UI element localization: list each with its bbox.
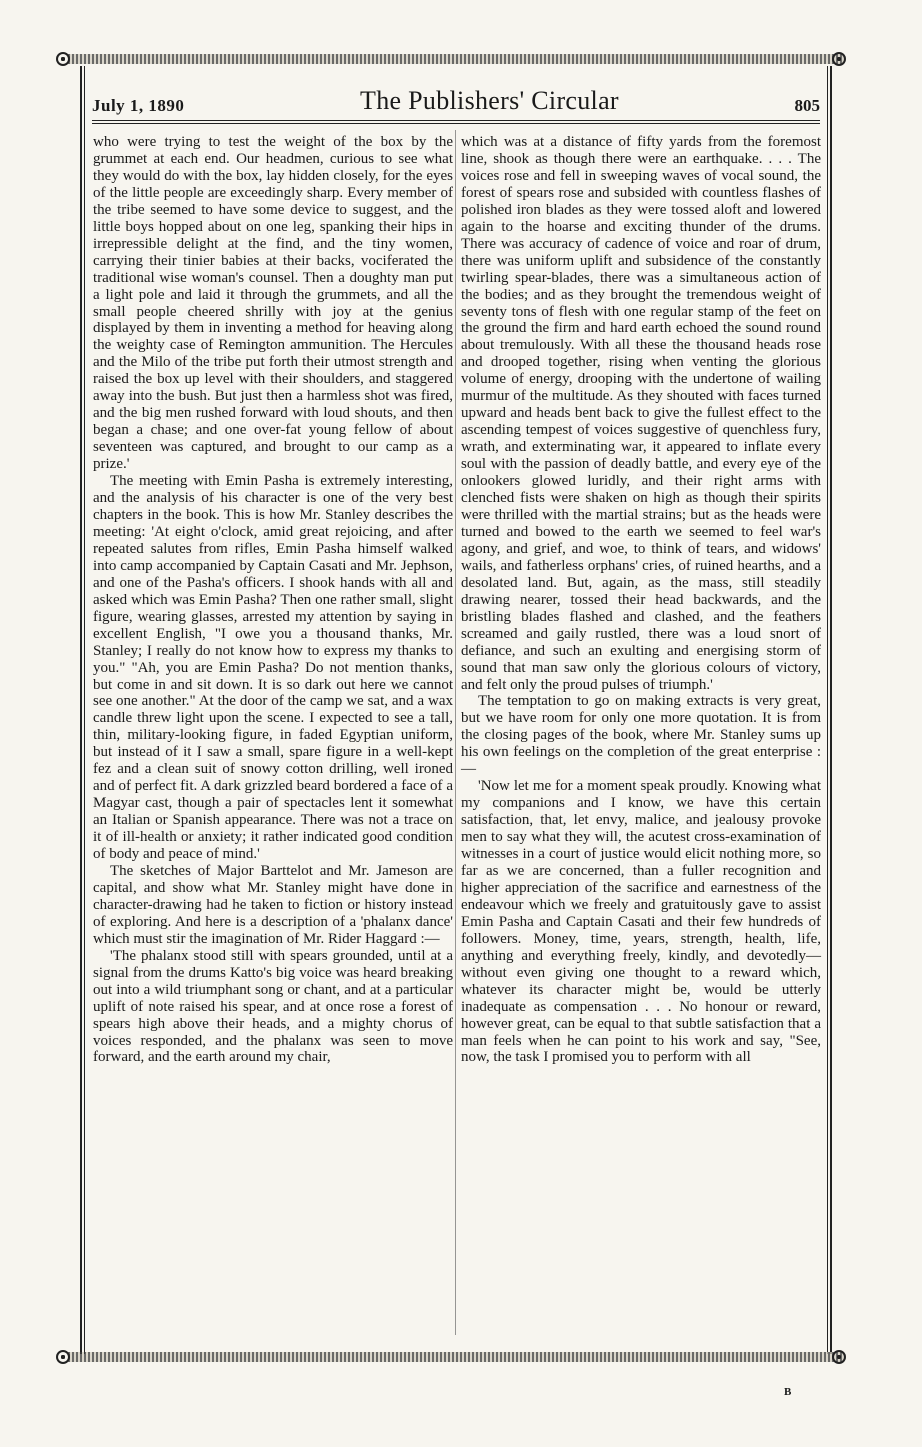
frame-left-rule xyxy=(80,66,82,1354)
right-paragraph-2: The temptation to go on making extracts is very great, but we have room for only one more quotation. It is from the closing pages of the book, where Mr. Stanley sums up his own feelings on the completion of the great enterprise :— xyxy=(461,693,821,778)
top-ornamental-border xyxy=(68,54,844,64)
left-paragraph-2: The meeting with Emin Pasha is extremely interesting, and the analysis of his character is one of the very best chapters in the book. This is how Mr. Stanley describes the meeting: 'At eight o'clock, amid great rejoicing, and after repeated salutes from rifles, Emin Pasha himself walked into camp accompanied by Captain Casati and Mr. Jephson, and one of the Pasha's officers. I shook hands with all and asked which was Emin Pasha? Then one rather small, slight figure, wearing glasses, arrested my attention by saying in excellent English, "I owe you a thousand thanks, Mr. Stanley; I really do not know how to express my thanks to you." "Ah, you are Emin Pasha? Do not mention thanks, but come in and sit down. It is so dark out here we cannot see one another." At the door of the camp we sat, and a wax candle threw light upon the scene. I expected to see a tall, thin, military-looking figure, in faded Egyptian uniform, but instead of it I saw a small, spare figure in a well-kept fez and a clean suit of snowy cotton drilling, well ironed and of perfect fit. A dark grizzled beard bordered a face of a Magyar cast, though a pair of spectacles lent it somewhat an Italian or Spanish appearance. There was not a trace on it of ill-health or anxiety; it rather indicated good condition of body and peace of mind.' xyxy=(93,473,453,863)
issue-date: July 1, 1890 xyxy=(92,96,185,115)
ornament-bottom-left-icon xyxy=(56,1350,70,1364)
right-paragraph-3: 'Now let me for a moment speak proudly. Knowing what my companions and I know, we have this certain satisfaction, that, let envy, malice, and jealousy provoke men to say what they will, the acutest cross-examination of witnesses in a court of justice would elicit nothing more, so far as we are concerned, than a fuller recognition and higher appreciation of the sacrifice and earnestness of the endeavour which we freely and gratuitously gave to assist Emin Pasha and Captain Casati and their few hundreds of followers. Money, time, years, strength, health, life, anything and everything freely, kindly, and devotedly—without even giving one thought to a reward which, whatever its character might be, would be utterly inadequate as compensation . . . No honour or reward, however great, can be equal to that subtle satisfaction that a man feels when he can point to his work and say, "See, now, the task I promised you to perform with all xyxy=(461,778,821,1066)
frame-right-rule xyxy=(830,66,832,1354)
left-paragraph-1: who were trying to test the weight of the box by the grummet at each end. Our headmen, curious to see what they would do with the box, lay hidden closely, for the eyes of the little people are exceedingly sharp. Every member of the tribe seemed to have some device to suggest, and the little boys hopped about on one leg, spanking their hips in irrepressible delight at the find, and the tiny women, carrying their tinier babies at their backs, vociferated the traditional wise woman's counsel. Then a doughty man put a light pole and laid it through the grummets, and all the small people cheered shrilly with joy at the genius displayed by them in inventing a method for heaving along the weighty case of Remington ammunition. The Hercules and the Milo of the tribe put forth their utmost strength and raised the box up level with their shoulders, and staggered away into the bush. But just then a harmless shot was fired, and the big men rushed forward with loud shouts, and then began a chase; and one over-fat young fellow of about seventeen was captured, and brought to our camp as a prize.' xyxy=(93,134,453,473)
header-rule-bottom xyxy=(92,123,820,124)
ornament-top-left-icon xyxy=(56,52,70,66)
right-column xyxy=(461,134,821,1066)
header-rule-top xyxy=(92,120,820,121)
left-column xyxy=(93,134,453,1066)
signature-mark: B xyxy=(784,1386,793,1398)
page-number: 805 xyxy=(794,96,820,115)
frame-right-rule-inner xyxy=(827,66,828,1354)
page-header xyxy=(92,82,820,116)
ornament-bottom-right-icon xyxy=(832,1350,846,1364)
left-paragraph-4: 'The phalanx stood still with spears grounded, until at a signal from the drums Katto's big voice was heard breaking out into a wild triumphant song or chant, and at a particular uplift of note raised his spear, and at once rose a forest of spears high above their heads, and a mighty chorus of voices responded, and the phalanx was seen to move forward, and the earth around my chair, xyxy=(93,947,453,1066)
frame-left-rule-inner xyxy=(84,66,85,1354)
bottom-ornamental-border xyxy=(68,1352,844,1362)
publication-title: The Publishers' Circular xyxy=(360,86,619,115)
left-paragraph-3: The sketches of Major Barttelot and Mr. Jameson are capital, and show what Mr. Stanley might have done in character-drawing had he taken to fiction or history instead of exploring. And here is a description of a 'phalanx dance' which must stir the imagination of Mr. Rider Haggard :— xyxy=(93,862,453,947)
right-paragraph-1: which was at a distance of fifty yards from the foremost line, shook as though there were an earthquake. . . . The voices rose and fell in sweeping waves of vocal sound, the forest of spears rose and subsided with countless flashes of polished iron blades as they were tossed aloft and lowered again to the hoarse and exciting thunder of the drums. There was accuracy of cadence of voice and roar of drum, there was uniform uplift and subsidence of the constantly twirling spear-blades, there was a simultaneous action of the bodies; and as they brought the tremendous weight of seventy tons of flesh with one regular stamp of the feet on the ground the firm and hard earth echoed the sound round about tremulously. With all these the thousand heads rose and drooped together, rising when venting the glorious volume of energy, drooping with the undertone of wailing murmur of the multitude. As they shouted with faces turned upward and heads bent back to give the fullest effect to the ascending tempest of voices suggestive of quenchless fury, wrath, and exterminating war, it appeared to inflate every soul with the passion of deadly battle, and every eye of the onlookers glowed luridly, and their right arms with clenched fists were shaken on high as though their spirits were thrilled with the martial strains; but as the heads were turned and bowed to the earth we seemed to feel war's agony, and grief, and woe, to think of tears, and widows' wails, and fatherless orphans' cries, of ruined hearths, and a desolated land. But, again, as the mass, still steadily drawing nearer, tossed their head backwards, and the bristling blades flashed and clashed, and the feathers screamed and gaily rustled, there was a loud snort of defiance, and such an exulting and energising storm of sound that man saw only the glorious colours of victory, and felt only the proud pulses of triumph.' xyxy=(461,134,821,693)
column-divider xyxy=(455,130,456,1335)
ornament-top-right-icon xyxy=(832,52,846,66)
